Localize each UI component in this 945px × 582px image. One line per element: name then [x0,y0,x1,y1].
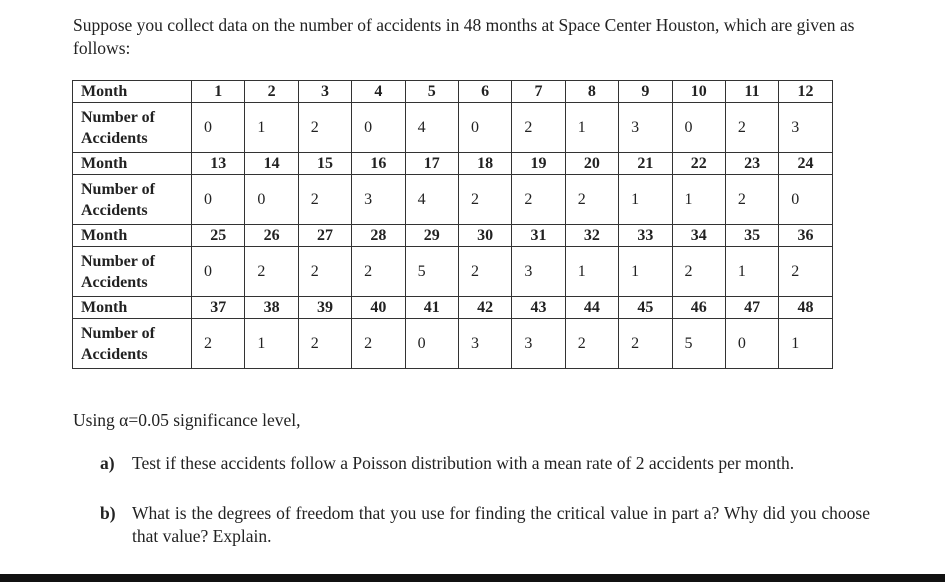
accidents-cell: 0 [725,319,778,369]
accidents-cell: 3 [512,247,565,297]
month-header-cell: Month [73,225,192,247]
month-cell: 18 [458,153,511,175]
month-cell: 34 [672,225,725,247]
month-cell: 36 [779,225,832,247]
month-cell: 14 [245,153,298,175]
accidents-cell: 2 [565,319,618,369]
accidents-cell: 1 [245,319,298,369]
question-b-label: b) [100,503,116,523]
accidents-cell: 1 [619,175,672,225]
accidents-row [73,103,833,153]
month-cell: 8 [565,81,618,103]
month-cell: 40 [352,297,405,319]
month-cell: 41 [405,297,458,319]
month-cell: 19 [512,153,565,175]
accidents-label-line1: Number of [81,252,155,270]
month-cell: 43 [512,297,565,319]
month-cell: 31 [512,225,565,247]
accidents-label-line2: Accidents [81,273,148,291]
accidents-cell: 0 [779,175,832,225]
accidents-cell: 0 [405,319,458,369]
accidents-label-line2: Accidents [81,345,148,363]
accidents-cell: 2 [512,103,565,153]
month-cell: 27 [298,225,351,247]
month-cell: 17 [405,153,458,175]
month-cell: 28 [352,225,405,247]
month-cell: 6 [458,81,511,103]
accidents-cell: 2 [298,319,351,369]
month-cell: 3 [298,81,351,103]
question-b-text: What is the degrees of freedom that you use for finding the critical value in part a? Why did you choose that value? Explain. [132,503,870,546]
month-cell: 21 [619,153,672,175]
month-cell: 13 [192,153,245,175]
question-a-text: Test if these accidents follow a Poisson distribution with a mean rate of 2 accidents per month. [132,453,795,473]
accidents-cell: 1 [672,175,725,225]
month-cell: 47 [725,297,778,319]
month-cell: 12 [779,81,832,103]
accidents-cell: 2 [458,175,511,225]
accidents-cell: 2 [192,319,245,369]
month-row [73,297,833,319]
month-header-cell: Month [73,153,192,175]
month-cell: 38 [245,297,298,319]
month-cell: 4 [352,81,405,103]
accidents-cell: 2 [779,247,832,297]
month-cell: 46 [672,297,725,319]
question-a-label: a) [100,453,115,473]
month-cell: 42 [458,297,511,319]
accidents-label-line1: Number of [81,324,155,342]
question-a [100,452,870,475]
month-row [73,153,833,175]
accidents-cell: 2 [245,247,298,297]
accidents-cell: 0 [458,103,511,153]
accidents-cell: 2 [672,247,725,297]
accidents-cell: 2 [725,175,778,225]
accidents-cell: 1 [565,247,618,297]
accidents-cell: 0 [672,103,725,153]
accidents-cell: 2 [298,175,351,225]
month-header-cell: Month [73,81,192,103]
month-cell: 5 [405,81,458,103]
month-cell: 39 [298,297,351,319]
accidents-cell: 3 [458,319,511,369]
accidents-cell: 2 [565,175,618,225]
accidents-header-cell [73,319,192,369]
accidents-label-line2: Accidents [81,129,148,147]
accidents-cell: 1 [245,103,298,153]
accidents-cell: 2 [352,319,405,369]
accidents-label-line2: Accidents [81,201,148,219]
accidents-cell: 2 [298,247,351,297]
accidents-cell: 0 [192,175,245,225]
accidents-header-cell [73,175,192,225]
month-cell: 16 [352,153,405,175]
month-cell: 15 [298,153,351,175]
accidents-cell: 4 [405,103,458,153]
month-row [73,81,833,103]
accidents-cell: 1 [565,103,618,153]
accidents-header-cell [73,247,192,297]
accidents-cell: 0 [192,103,245,153]
month-cell: 33 [619,225,672,247]
accidents-cell: 3 [779,103,832,153]
accidents-header-cell [73,103,192,153]
problem-intro: Suppose you collect data on the number of accidents in 48 months at Space Center Houston, which are given as follows: [73,15,855,58]
month-cell: 45 [619,297,672,319]
month-cell: 2 [245,81,298,103]
month-cell: 35 [725,225,778,247]
month-cell: 20 [565,153,618,175]
month-cell: 26 [245,225,298,247]
accidents-cell: 1 [619,247,672,297]
month-cell: 24 [779,153,832,175]
accidents-cell: 5 [405,247,458,297]
question-b [100,502,870,548]
accidents-cell: 0 [192,247,245,297]
accidents-cell: 2 [298,103,351,153]
accidents-cell: 1 [725,247,778,297]
accidents-cell: 3 [619,103,672,153]
month-row [73,225,833,247]
accidents-cell: 2 [458,247,511,297]
month-header-cell: Month [73,297,192,319]
accidents-cell: 4 [405,175,458,225]
accidents-cell: 3 [352,175,405,225]
month-cell: 23 [725,153,778,175]
significance-level-text: Using α=0.05 significance level, [73,410,301,430]
month-cell: 48 [779,297,832,319]
accidents-cell: 0 [352,103,405,153]
accidents-row [73,319,833,369]
accidents-label-line1: Number of [81,180,155,198]
month-cell: 1 [192,81,245,103]
accidents-cell: 1 [779,319,832,369]
accidents-cell: 5 [672,319,725,369]
accidents-cell: 0 [245,175,298,225]
accidents-cell: 2 [619,319,672,369]
month-cell: 22 [672,153,725,175]
bottom-edge-bar [0,574,945,582]
month-cell: 30 [458,225,511,247]
month-cell: 7 [512,81,565,103]
month-cell: 44 [565,297,618,319]
accidents-label-line1: Number of [81,108,155,126]
month-cell: 25 [192,225,245,247]
accidents-cell: 2 [352,247,405,297]
month-cell: 29 [405,225,458,247]
month-cell: 9 [619,81,672,103]
month-cell: 37 [192,297,245,319]
month-cell: 11 [725,81,778,103]
month-cell: 10 [672,81,725,103]
accidents-cell: 2 [725,103,778,153]
accidents-cell: 2 [512,175,565,225]
accidents-row [73,175,833,225]
month-cell: 32 [565,225,618,247]
accidents-row [73,247,833,297]
accidents-cell: 3 [512,319,565,369]
accidents-table [72,80,833,369]
